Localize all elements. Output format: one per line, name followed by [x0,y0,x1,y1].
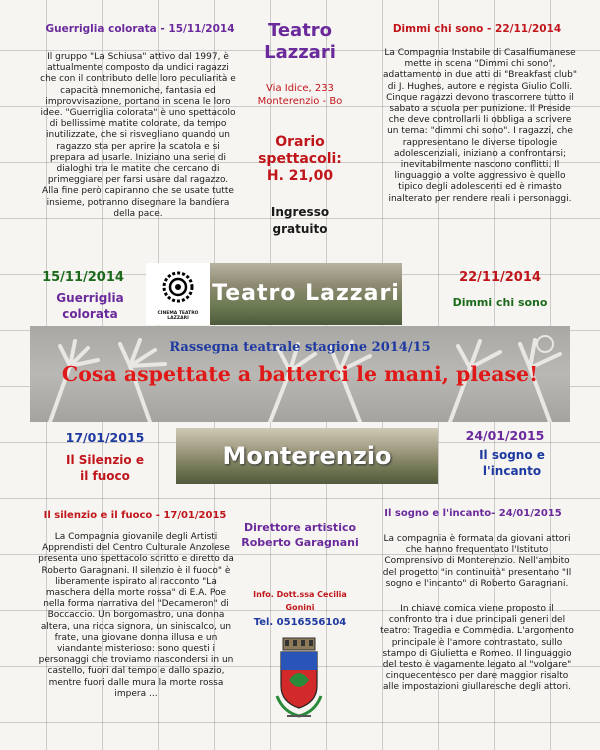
bottom-left-heading: Il silenzio e il fuoco - 17/01/2015 [43,510,227,521]
schedule-line1: Orario [275,134,325,150]
event1-title-line2: colorata [62,307,118,321]
event2-date: 22/11/2014 [459,270,541,285]
bottom-right-body1: La compagnia è formata da giovani attori che hanno frequentato l'Istituto Comprensivo di Monterenzio. Nell'ambito del progetto "in continuità" presentano "Il sogno e l'incanto" di Roberto Garagnani. [382,534,572,589]
show-schedule [250,134,350,185]
monterenzio-banner: Monterenzio [176,428,438,484]
logo-caption: CINEMA TEATRO LAZZARI [157,311,199,321]
entry-line2: gratuito [272,222,328,236]
bottom-right-body2: In chiave comica viene proposto il confronto tra i due principali generi del teatro: Tragedia e Commedia. L'argomento principale è l'amore contrastato, sullo stampo di Giulietta e Romeo. Il linguaggio del testo è vagamente legato al "volgare" cinquecentesco per dare maggior risalto alle impostazioni giullaresche degli attori. [380,604,574,693]
event4-date: 24/01/2015 [465,428,545,443]
phone-number: Tel. 0516556104 [253,617,347,628]
theatre-title-line2: Lazzari [264,42,336,63]
event3-title-line1: Il Silenzio e [66,453,144,467]
artistic-director [236,520,364,550]
bottom-left-body: La Compagnia giovanile degli Artisti Apprendisti del Centro Culturale Anzolese presenta uno spettacolo scritto e diretto da Roberto Garagnani. Il silenzio è il fuoco" è liberamente ispirato al racconto "La maschera della morte rossa" di E.A. Poe nella forma narrativa del "Decameron" di Boccaccio. Un borgomastro, una donna altera, una ricca signora, un siniscalco, un frate, una giovane donna illusa e un viandante misterioso: sono questi i personaggi che troviamo nascondersi in un castello, fuori dal tempo e dallo spazio, mentre fuori dalle mura la morte rossa impera ... [38,532,234,699]
event4-title-line2: l'incanto [482,464,542,478]
top-left-body: Il gruppo "La Schiusa" attivo dal 1997, è attualmente composto da undici ragazzi che con il contributo delle loro peculiarità e capacità mnemoniche, fantasia ed improvvisazione, portano in scena le loro idee. "Guerriglia colorata" è uno spettacolo di bellissime matite colorate, da tempo inutilizzate, che si risvegliano quando un ragazzo sta per aprire la scatola e si prepara ad usarle. Iniziano una serie di dialoghi tra le matite che cercano di primeggiare per farsi usare dal ragazzo. Alla fine però capiranno che se usate tutte insieme, potranno disegnare la bandiera della pace. [40,52,236,219]
top-right-body: La Compagnia Instabile di Casalfiumanese mette in scena "Dimmi chi sono", adattamento in due atti di "Breakfast club" di J. Hughes, autore e regista Giulio Colli. Cinque ragazzi devono trascorrere tutto il sabato a scuola per punizione. Il Preside che deve controllarli li obbliga a scrivere un tema: "dimmi chi sono". I ragazzi, che rappresentano le diverse tipologie adolescenziali, iniziano a confrontarsi; inevitabilmente nascono conflitti. Il linguaggio a volte aggressivo è quello tipico degli adolescenti ed è rimasto inalterato per rendere reali i personaggi. [383,48,577,204]
director-name: Roberto Garagnani [241,536,359,549]
theatre-title-line1: Teatro [267,20,333,41]
info-line2: Gonini [285,603,315,612]
theatre-address [244,82,356,108]
teatro-lazzari-banner: Teatro Lazzari [210,263,402,325]
event3-date: 17/01/2015 [65,430,145,445]
top-left-heading: Guerriglia colorata - 15/11/2014 [45,23,235,35]
address-line2: Monterenzio - Bo [257,96,343,107]
coat-of-arms-icon [273,636,325,720]
director-label: Direttore artistico [243,521,357,534]
event1-date: 15/11/2014 [42,270,124,285]
info-line1: Info. Dott.ssa Cecilia [253,590,347,599]
theatre-title [250,20,350,64]
address-line1: Via Idice, 233 [266,83,334,94]
schedule-line2: spettacoli: [258,151,342,167]
schedule-time: H. 21,00 [266,168,334,184]
slogan: Cosa aspettate a batterci le mani, please! [61,362,539,386]
event3-title-line2: il fuoco [80,469,130,483]
event1-title [40,290,140,322]
event3-title [55,452,155,484]
info-contact [240,588,360,614]
theatre-logo [146,263,210,325]
event2-title: Dimmi chi sono [452,296,548,309]
bottom-right-heading: Il sogno e l'incanto- 24/01/2015 [384,508,562,519]
town-coat-of-arms [273,636,325,720]
free-entry [250,204,350,238]
event4-title-line1: Il sogno e [479,448,545,462]
season-line: Rassegna teatrale stagione 2014/15 [169,340,431,355]
top-right-heading: Dimmi chi sono - 22/11/2014 [392,23,562,35]
event4-title [462,447,562,479]
entry-line1: Ingresso [270,205,330,219]
event1-title-line1: Guerriglia [56,291,124,305]
